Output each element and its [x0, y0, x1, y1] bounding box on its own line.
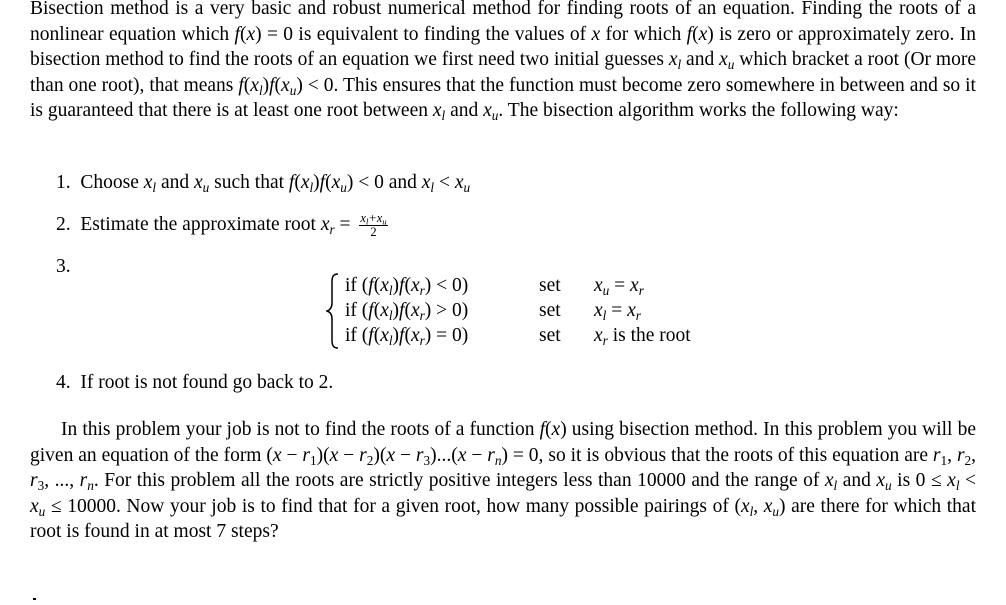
step-text: Estimate the approximate root $x_r$ = $\frac{x_l+x_u}{2}$ [80, 211, 387, 240]
step-number: 1. [56, 172, 71, 193]
case-result: $x_l = x_r$ [594, 300, 641, 323]
step-text: If root is not found go back to 2. [80, 372, 334, 393]
case-condition: if $(f(x_l)f(x_r) < 0)$ [345, 275, 469, 298]
step-number: 3. [56, 256, 71, 277]
case-action: set [539, 325, 561, 346]
left-brace [326, 273, 340, 349]
step-4 [56, 370, 333, 395]
step-number: 4. [56, 372, 71, 393]
case-action: set [539, 275, 561, 296]
step-2 [56, 212, 388, 239]
intro-paragraph: Bisection method is a very basic and robust numerical method for finding roots of an equation. Finding the roots of a nonlinear equation which f(x) = 0 is equivalent to finding the values of x for which f(x) is zero or approximately zero. In bisection method to find the roots of an equation we first need two initial guesses $x_l$ and $x_u$ which bracket a root (Or more than one root), that means $f(x_l)f(x_u) < 0$. This ensures that the function must become zero somewhere in between and so it is guaranteed that there is at least one root between $x_l$ and $x_u$. The bisection algorithm works the following way: [30, 0, 977, 123]
step-text: Choose $x_l$ and $x_u$ such that $f(x_l)f(x_u) < 0$ and $x_l < x_u$ [80, 172, 471, 195]
page-mark [33, 598, 36, 600]
task-paragraph: In this problem your job is not to find the roots of a function f(x) using bisection method. In this problem you will be given an equation of the form $(x - r_1)(x - r_2)(x - r_3)...(x - r_n) = 0$, so it is obvious that the roots of this equation are $r_1$, $r_2$, $r_3$, ..., $r_n$. For this problem all the roots are strictly positive integers less than 10000 and the range of $x_l$ and $x_u$ is $0 \le x_l < x_u \le 10000$. Now your job is to find that for a given root, how many possible pairings of ($x_l$, $x_u$) are there for which that root is found in at most 7 steps? [30, 419, 977, 542]
step-number: 2. [56, 214, 71, 235]
step-3 [56, 254, 71, 279]
case-condition: if $(f(x_l)f(x_r) > 0)$ [345, 300, 469, 323]
case-action: set [539, 300, 561, 321]
case-condition: if $(f(x_l)f(x_r) = 0)$ [345, 325, 469, 348]
step-1 [56, 170, 470, 195]
case-result: $x_u = x_r$ [594, 275, 644, 298]
case-result: $x_r$ is the root [594, 325, 691, 348]
